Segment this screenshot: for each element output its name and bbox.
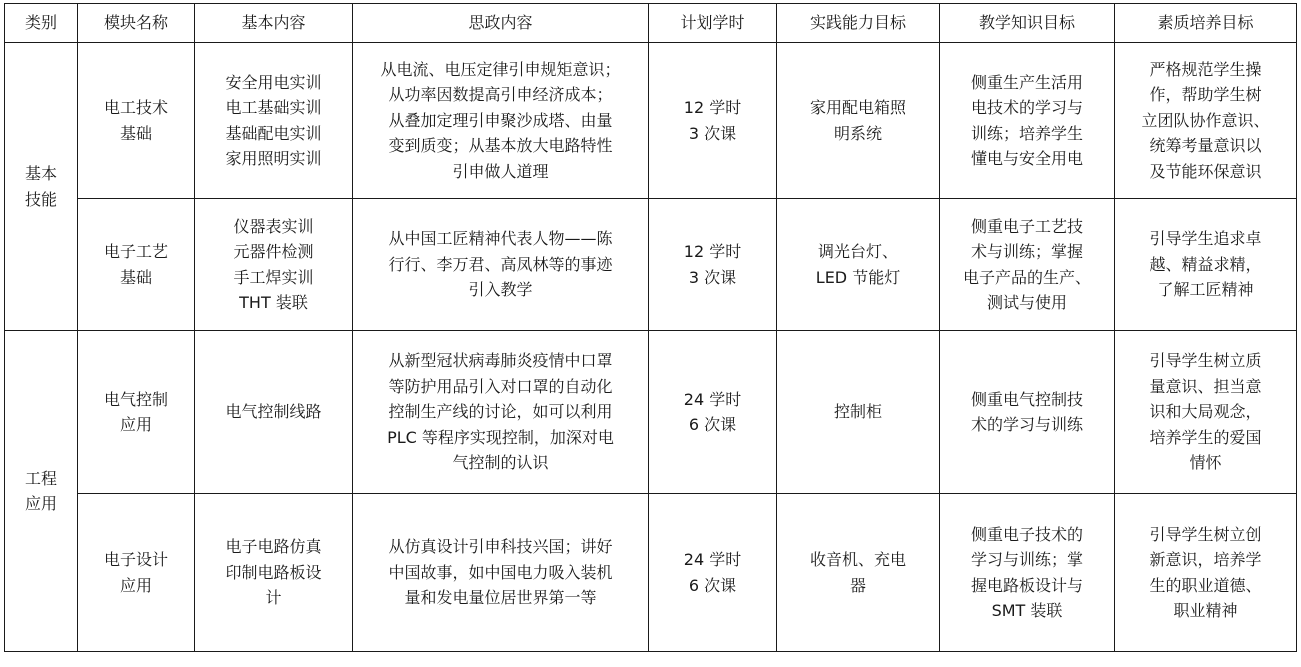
- cell-text-line: 技能: [24, 189, 57, 209]
- cell-text: [86, 547, 186, 598]
- cell-text: [1123, 522, 1288, 624]
- cell-text-line: 电技术的学习与: [970, 98, 1083, 117]
- cell-text-line: 收音机、充电: [809, 550, 906, 569]
- cell-text: [1123, 57, 1288, 185]
- planned-hours-cell: [649, 331, 777, 494]
- cell-text-line: 6 次课: [688, 575, 737, 595]
- cell-text-line: 电气控制线路: [225, 402, 322, 422]
- cell-text: [86, 239, 186, 290]
- cell-text-line: 学习与训练；掌: [970, 550, 1083, 569]
- cell-text-line: 新意识，培养学: [1149, 550, 1262, 569]
- cell-text-line: 行行、李万君、高凤林等的事迹: [388, 254, 613, 274]
- cell-text-line: 调光台灯、: [817, 242, 898, 261]
- practice-goal-cell: [777, 199, 940, 331]
- cell-text-line: 从电流、电压定律引申规矩意识；: [380, 59, 621, 79]
- planned-hours-cell: [649, 494, 777, 652]
- cell-text-line: 侧重生产生活用: [970, 72, 1083, 92]
- knowledge-goal-cell: [940, 331, 1115, 494]
- cell-text-line: 电子产品的生产、: [962, 267, 1091, 287]
- planned-hours-cell: [649, 43, 777, 199]
- cell-text-line: 手工焊实训: [233, 267, 314, 287]
- cell-text-line: 情怀: [1189, 453, 1222, 473]
- cell-text-line: 电子电路仿真: [225, 537, 322, 557]
- ideological-content-cell: [353, 494, 649, 652]
- cell-text-line: 变到质变；从基本放大电路特性: [388, 136, 613, 156]
- cell-text-line: 控制生产线的讨论，如可以利用: [388, 402, 613, 422]
- cell-text-line: 中国故事，如中国电力吸入装机: [388, 562, 613, 582]
- cell-text: [948, 387, 1106, 438]
- cell-text-line: 24 学时: [683, 389, 742, 409]
- cell-text-line: 统筹考量意识以: [1149, 136, 1262, 156]
- practice-goal-cell: [777, 43, 940, 199]
- knowledge-goal-cell: [940, 199, 1115, 331]
- quality-goal-cell: [1115, 494, 1297, 652]
- cell-text-line: 器: [849, 575, 866, 595]
- cell-text-line: 引入教学: [468, 280, 533, 300]
- cell-text-line: 侧重电子工艺技: [970, 216, 1083, 236]
- cell-text-line: 握电路板设计与: [970, 575, 1083, 595]
- cell-text-line: 6 次课: [688, 415, 737, 434]
- cell-text: [657, 387, 768, 438]
- cell-text-line: 作，帮助学生树: [1149, 85, 1262, 105]
- cell-text: [203, 399, 344, 425]
- cell-text-line: 从中国工匠精神代表人物——陈: [388, 229, 613, 249]
- cell-text-line: 量意识、担当意: [1149, 376, 1262, 396]
- cell-text: [86, 387, 186, 438]
- cell-text-line: 越、精益求精，: [1149, 254, 1262, 274]
- cell-text: [785, 547, 931, 598]
- cell-text-line: 印制电路板设: [225, 562, 322, 582]
- module-name-cell: [78, 494, 195, 652]
- cell-text: [203, 534, 344, 611]
- cell-text-line: 明系统: [833, 123, 882, 143]
- planned-hours-cell: [649, 199, 777, 331]
- header-ideological-content: 思政内容: [353, 4, 649, 43]
- cell-text-line: 3 次课: [688, 267, 737, 287]
- cell-text: [86, 95, 186, 146]
- module-name-cell: [78, 43, 195, 199]
- cell-text: [657, 239, 768, 290]
- header-quality-goal: 素质培养目标: [1115, 4, 1297, 43]
- cell-text: [203, 70, 344, 172]
- cell-text-line: 生的职业道德、: [1149, 575, 1262, 595]
- module-name-cell: [78, 331, 195, 494]
- cell-text-line: PLC 等程序实现控制，加深对电: [387, 427, 614, 447]
- cell-text: [657, 95, 768, 146]
- cell-text: [948, 522, 1106, 624]
- cell-text-line: 严格规范学生操: [1149, 59, 1262, 79]
- cell-text-line: 家用照明实训: [225, 149, 322, 168]
- basic-content-cell: [195, 494, 353, 652]
- cell-text-line: 及节能环保意识: [1149, 161, 1262, 181]
- cell-text: [785, 399, 931, 425]
- cell-text-line: 从功率因数提高引申经济成本；: [388, 85, 613, 105]
- header-knowledge-goal: 教学知识目标: [940, 4, 1115, 43]
- cell-text: [13, 161, 69, 212]
- cell-text-line: 术的学习与训练: [970, 415, 1083, 434]
- cell-text-line: 识和大局观念，: [1149, 402, 1262, 422]
- header-category: 类别: [5, 4, 78, 43]
- cell-text: [657, 547, 768, 598]
- cell-text-line: SMT 装联: [991, 601, 1063, 620]
- cell-text-line: 仪器表实训: [233, 216, 314, 236]
- cell-text-line: 电工技术: [103, 98, 168, 117]
- cell-text: [361, 226, 640, 303]
- cell-text-line: 测试与使用: [986, 293, 1067, 312]
- cell-text-line: 引导学生树立创: [1149, 524, 1262, 544]
- cell-text-line: 培养学生的爱国: [1149, 427, 1262, 447]
- basic-content-cell: [195, 199, 353, 331]
- module-name-cell: [78, 199, 195, 331]
- cell-text: [948, 70, 1106, 172]
- cell-text-line: 计: [265, 588, 282, 608]
- cell-text-line: 懂电与安全用电: [970, 149, 1083, 168]
- cell-text-line: 从仿真设计引申科技兴国；讲好: [388, 537, 613, 557]
- cell-text-line: 从新型冠状病毒肺炎疫情中口罩: [388, 351, 613, 371]
- cell-text: [785, 95, 931, 146]
- cell-text-line: 家用配电箱照: [809, 98, 906, 117]
- cell-text-line: 12 学时: [683, 242, 742, 261]
- cell-text-line: 电子设计: [103, 550, 168, 569]
- header-module-name: 模块名称: [78, 4, 195, 43]
- cell-text: [13, 466, 69, 517]
- knowledge-goal-cell: [940, 43, 1115, 199]
- quality-goal-cell: [1115, 199, 1297, 331]
- cell-text-line: 基础: [119, 267, 152, 287]
- curriculum-table: [4, 3, 1297, 652]
- cell-text-line: 工程: [24, 468, 57, 488]
- cell-text-line: 元器件检测: [233, 242, 314, 261]
- table-row: [5, 331, 1297, 494]
- header-planned-hours: 计划学时: [649, 4, 777, 43]
- cell-text-line: 引导学生树立质: [1149, 351, 1262, 371]
- cell-text: [785, 239, 931, 290]
- cell-text-line: 应用: [24, 494, 57, 513]
- basic-content-cell: [195, 331, 353, 494]
- cell-text: [1123, 226, 1288, 303]
- cell-text-line: 3 次课: [688, 123, 737, 143]
- category-cell: [5, 331, 78, 652]
- cell-text-line: 基础配电实训: [225, 123, 322, 143]
- table-header-row: [5, 4, 1297, 43]
- basic-content-cell: [195, 43, 353, 199]
- table-row: [5, 43, 1297, 199]
- cell-text-line: 应用: [119, 415, 152, 434]
- cell-text-line: 从叠加定理引申聚沙成塔、由量: [388, 110, 613, 130]
- category-cell: [5, 43, 78, 331]
- cell-text-line: 24 学时: [683, 550, 742, 569]
- cell-text-line: 应用: [119, 575, 152, 595]
- cell-text-line: 电工基础实训: [225, 98, 322, 117]
- cell-text-line: 侧重电子技术的: [970, 524, 1083, 544]
- cell-text: [1123, 348, 1288, 476]
- cell-text: [361, 534, 640, 611]
- cell-text-line: 基础: [119, 123, 152, 143]
- cell-text-line: 等防护用品引入对口罩的自动化: [388, 376, 613, 396]
- quality-goal-cell: [1115, 43, 1297, 199]
- ideological-content-cell: [353, 199, 649, 331]
- cell-text-line: 职业精神: [1173, 601, 1238, 620]
- ideological-content-cell: [353, 331, 649, 494]
- practice-goal-cell: [777, 331, 940, 494]
- cell-text-line: 训练；培养学生: [970, 123, 1083, 143]
- cell-text-line: 气控制的认识: [452, 453, 549, 473]
- practice-goal-cell: [777, 494, 940, 652]
- quality-goal-cell: [1115, 331, 1297, 494]
- cell-text-line: 安全用电实训: [225, 72, 322, 92]
- table-row: [5, 494, 1297, 652]
- cell-text-line: 引申做人道理: [452, 161, 549, 181]
- knowledge-goal-cell: [940, 494, 1115, 652]
- table-row: [5, 199, 1297, 331]
- cell-text: [361, 57, 640, 185]
- cell-text-line: 量和发电量位居世界第一等: [404, 588, 597, 608]
- cell-text-line: 引导学生追求卓: [1149, 229, 1262, 249]
- cell-text-line: 电气控制: [103, 389, 168, 409]
- cell-text-line: 术与训练；掌握: [970, 242, 1083, 261]
- cell-text-line: LED 节能灯: [815, 267, 901, 287]
- cell-text-line: 电子工艺: [103, 242, 168, 261]
- cell-text-line: 控制柜: [833, 402, 882, 422]
- cell-text: [203, 214, 344, 316]
- cell-text-line: 立团队协作意识、: [1141, 110, 1270, 130]
- cell-text-line: 12 学时: [683, 98, 742, 117]
- ideological-content-cell: [353, 43, 649, 199]
- cell-text-line: THT 装联: [239, 293, 308, 312]
- header-practice-goal: 实践能力目标: [777, 4, 940, 43]
- cell-text-line: 了解工匠精神: [1157, 280, 1254, 300]
- header-basic-content: 基本内容: [195, 4, 353, 43]
- cell-text: [948, 214, 1106, 316]
- cell-text: [361, 348, 640, 476]
- cell-text-line: 基本: [24, 164, 57, 183]
- cell-text-line: 侧重电气控制技: [970, 389, 1083, 409]
